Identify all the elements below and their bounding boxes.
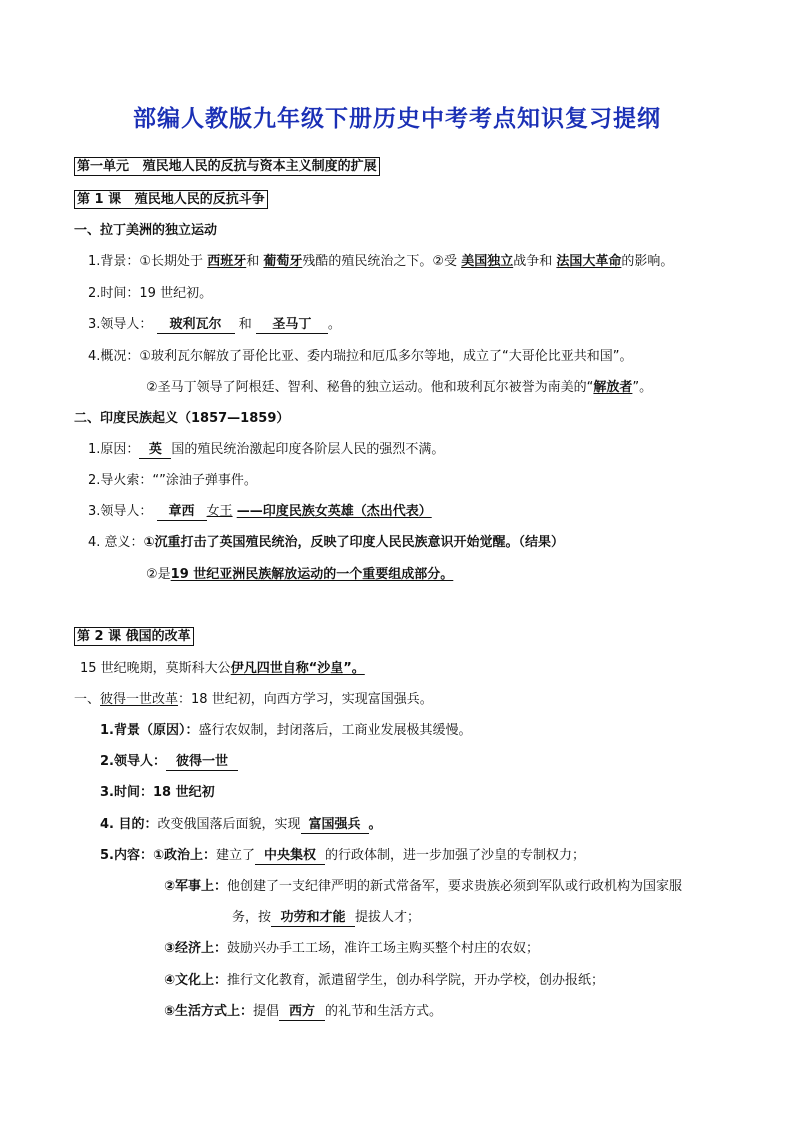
key-term: 葡萄牙 xyxy=(263,254,303,269)
text: ②圣马丁领导了阿根廷、智利、秘鲁的独立运动。他和玻利瓦尔被誉为南美的“ xyxy=(146,380,594,395)
label: ②军事上： xyxy=(164,879,228,894)
key-term: 彼得一世改革 xyxy=(100,692,179,707)
key-term: 西班牙 xyxy=(207,254,247,269)
text: 女王 xyxy=(206,504,233,519)
text: ”。 xyxy=(632,380,653,395)
text: 盛行农奴制，封闭落后，工商业发展极其缓慢。 xyxy=(198,723,472,738)
section-heading: 一、拉丁美洲的独立运动 xyxy=(74,223,218,238)
key-term: 伊凡四世自称“沙皇”。 xyxy=(230,661,365,676)
key-term: 美国独立 xyxy=(461,254,514,269)
intro-line xyxy=(80,660,365,678)
key-term: 西方 xyxy=(279,1004,325,1021)
text: ②是 xyxy=(146,567,171,582)
unit-label: 第一单元 xyxy=(77,159,130,174)
key-term: 解放者 xyxy=(593,380,633,395)
content-lifestyle-line xyxy=(164,1003,442,1021)
section-heading xyxy=(74,691,433,709)
text: ①沉重打击了英国殖民统治，反映了印度人民民族意识开始觉醒。（结果） xyxy=(143,535,565,550)
text: 的礼节和生活方式。 xyxy=(325,1004,443,1019)
key-term: 中央集权 xyxy=(255,848,325,865)
key-term: ——印度民族女英雄（杰出代表） xyxy=(236,504,432,519)
label: 4. 目的： xyxy=(100,817,158,832)
key-term: 英 xyxy=(139,442,171,459)
cause-line xyxy=(88,441,444,459)
fuse-line: 2.导火索：“”涂油子弹事件。 xyxy=(88,473,257,488)
content-military-line xyxy=(164,878,682,896)
text: 18 世纪初 xyxy=(152,785,215,800)
text: 1.原因： xyxy=(88,442,140,457)
text: 他创建了一支纪律严明的新式常备军，要求贵族必须到军队或行政机构为国家服 xyxy=(227,879,683,894)
lesson-heading xyxy=(74,628,194,646)
text: 务，按 xyxy=(232,910,272,925)
lesson-title: 殖民地人民的反抗斗争 xyxy=(134,192,265,207)
text: 和 xyxy=(246,254,260,269)
text: 建立了 xyxy=(216,848,256,863)
text: 国的殖民统治激起印度各阶层人民的强烈不满。 xyxy=(171,442,445,457)
content-military-line-2 xyxy=(232,909,420,927)
key-term: 圣马丁 xyxy=(256,317,328,334)
background-line xyxy=(100,722,472,740)
unit-title: 殖民地人民的反抗与资本主义制度的扩展 xyxy=(142,159,377,174)
content-cultural-line xyxy=(164,972,604,990)
time-line: 2.时间：19 世纪初。 xyxy=(88,286,213,301)
key-term: 功劳和才能 xyxy=(271,910,355,927)
label: 3.时间： xyxy=(100,785,153,800)
document-title: 部编人教版九年级下册历史中考考点知识复习提纲 xyxy=(133,106,661,132)
key-term: 法国大革命 xyxy=(556,254,622,269)
leader-line xyxy=(88,316,341,334)
significance-line-2 xyxy=(146,566,453,584)
text: 。 xyxy=(368,817,382,832)
key-term: 富国强兵 xyxy=(301,817,369,834)
key-term: 玻利瓦尔 xyxy=(157,317,235,334)
key-term: 章西 xyxy=(157,504,207,521)
overview-line: 4.概况：①玻利瓦尔解放了哥伦比亚、委内瑞拉和厄瓜多尔等地，成立了“大哥伦比亚共和国”。 xyxy=(88,349,633,364)
label: ③经济上： xyxy=(164,941,228,956)
text: 一、 xyxy=(74,692,101,707)
text: ：18 世纪初，向西方学习，实现富国强兵。 xyxy=(178,692,433,707)
text: 3.领导人： xyxy=(88,504,153,519)
text: 和 xyxy=(238,317,252,332)
key-term: 彼得一世 xyxy=(166,754,238,771)
text: 提拔人才； xyxy=(355,910,421,925)
text: 战争和 xyxy=(513,254,553,269)
content-political-line xyxy=(100,847,585,865)
text: 1.背景：①长期处于 xyxy=(88,254,204,269)
text: 15 世纪晚期，莫斯科大公 xyxy=(80,661,231,676)
key-term: 19 世纪亚洲民族解放运动的一个重要组成部分。 xyxy=(170,567,454,582)
significance-line xyxy=(88,534,564,552)
text: 改变俄国落后面貌，实现 xyxy=(157,817,301,832)
lesson-heading xyxy=(74,191,268,209)
label: 5.内容： xyxy=(100,848,153,863)
label: 2.领导人： xyxy=(100,754,166,769)
label: ①政治上： xyxy=(152,848,216,863)
overview-line-2 xyxy=(146,379,652,397)
text: 。 xyxy=(327,317,341,332)
content-economic-line xyxy=(164,940,539,958)
text: 4. 意义： xyxy=(88,535,144,550)
text: 鼓励兴办手工工场，准许工场主购买整个村庄的农奴； xyxy=(227,941,540,956)
unit-heading xyxy=(74,158,380,176)
text: 的行政体制，进一步加强了沙皇的专制权力； xyxy=(325,848,586,863)
leader-line xyxy=(100,753,238,771)
text: 残酷的殖民统治之下。②受 xyxy=(302,254,458,269)
leader-line xyxy=(88,503,432,521)
section-heading: 二、印度民族起义（1857—1859） xyxy=(74,411,290,426)
time-line xyxy=(100,784,215,802)
label: ④文化上： xyxy=(164,973,228,988)
text: 推行文化教育，派遣留学生，创办科学院，开办学校，创办报纸； xyxy=(227,973,605,988)
lesson-label: 第 1 课 xyxy=(77,192,122,207)
text: 提倡 xyxy=(253,1004,280,1019)
label: 1.背景（原因）： xyxy=(100,723,199,738)
text: 的影响。 xyxy=(621,254,674,269)
label: ⑤生活方式上： xyxy=(164,1004,254,1019)
background-line xyxy=(88,253,673,271)
goal-line xyxy=(100,816,382,834)
text: 3.领导人： xyxy=(88,317,153,332)
lesson-title: 第 2 课 俄国的改革 xyxy=(74,627,194,646)
